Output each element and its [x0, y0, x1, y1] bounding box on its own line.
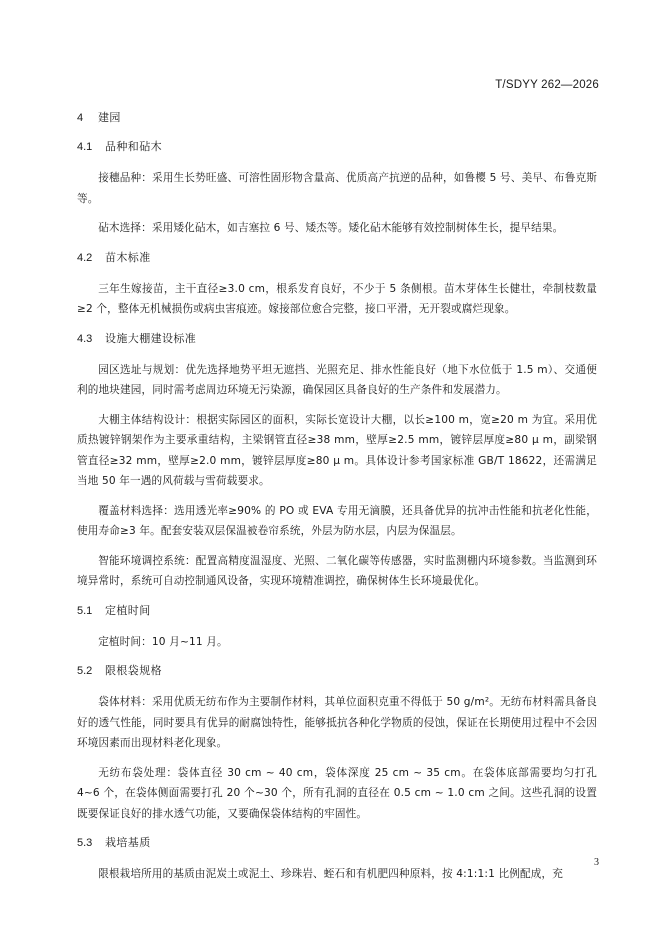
body-paragraph: 定植时间：10 月~11 月。: [98, 635, 228, 648]
section-heading: [77, 250, 597, 266]
document-code: T/SDYY 262—2026: [495, 79, 599, 91]
section-heading: [77, 663, 597, 679]
body-paragraph: 覆盖材料选择：选用透光率≥90% 的 PO 或 EVA 专用无滴膜，还具备优异的抗冲击性能和抗老化性能，使用寿命≥3 年。配套安装双层保温被卷帘系统，外层为防水层，内层为保温层。: [77, 504, 597, 537]
body-paragraph: 三年生嫁接苗，主干直径≥3.0 cm，根系发育良好，不少于 5 条侧根。苗木芽体生长健壮，牵制枝数量≥2 个，整体无机械损伤或病虫害痕迹。嫁接部位愈合完整，接口平滑，无开裂或腐烂现象。: [77, 282, 597, 315]
section-title: 建园: [98, 111, 121, 124]
page-number: 3: [594, 857, 599, 868]
section-number: 5.2: [77, 665, 93, 677]
section-heading: [77, 835, 597, 851]
section-number: 4.3: [77, 332, 93, 345]
body-paragraph: 无纺布袋处理：袋体直径 30 cm ~ 40 cm，袋体深度 25 cm ~ 35 cm。在袋体底部需要均匀打孔 4~6 个，在袋体侧面需要打孔 20 个~30 个，所有孔洞的直径在 0.5 cm ~ 1.0 cm 之间。这些孔洞的设置既要保证良好的排水透气功能，又要确保袋体结构的牢固性。: [77, 766, 597, 820]
section-title: 定植时间: [105, 603, 151, 617]
document-body: [77, 110, 597, 896]
section-title: 品种和砧木: [105, 140, 162, 153]
section-heading: [77, 603, 597, 619]
section-title: 设施大棚建设标准: [105, 331, 197, 345]
body-paragraph: 袋体材料：采用优质无纺布作为主要制作材料，其单位面积克重不得低于 50 g/m²。无纺布材料需具备良好的透气性能，同时要具有优异的耐腐蚀特性，能够抵抗各种化学物质的侵蚀，保证在长期使用过程中不会因环境因素而出现材料老化现象。: [77, 696, 597, 749]
body-paragraph: 接穗品种：采用生长势旺盛、可溶性固形物含量高、优质高产抗逆的品种，如鲁樱 5 号、美早、布鲁克斯等。: [77, 172, 597, 205]
section-number: 4.2: [77, 251, 93, 264]
section-title: 限根袋规格: [105, 664, 162, 677]
body-paragraph: 智能环境调控系统：配置高精度温湿度、光照、二氧化碳等传感器，实时监测棚内环境参数。当监测到环境异常时，系统可自动控制通风设备，实现环境精准调控，确保树体生长环境最优化。: [77, 554, 597, 587]
body-paragraph: 园区选址与规划：优先选择地势平坦无遮挡、光照充足、排水性能良好（地下水位低于 1.5 m）、交通便利的地块建园，同时需考虑周边环境无污染源，确保园区具备良好的生产条件和发展潜力。: [77, 363, 597, 396]
section-number: 5.1: [77, 604, 93, 617]
section-number: 4.1: [77, 141, 93, 153]
section-title: 栽培基质: [105, 836, 151, 849]
body-paragraph: 限根栽培所用的基质由泥炭土或泥土、珍珠岩、蛭石和有机肥四种原料，按 4:1:1:1 比例配成，充: [98, 868, 563, 880]
section-heading: [77, 110, 597, 126]
body-paragraph: 砧木选择：采用矮化砧木，如吉塞拉 6 号、矮杰等。矮化砧木能够有效控制树体生长，提早结果。: [98, 222, 564, 234]
section-heading: [77, 139, 597, 155]
body-paragraph: 大棚主体结构设计：根据实际园区的面积，实际长宽设计大棚，以长≥100 m，宽≥20 m 为宜。采用优质热镀锌钢架作为主要承重结构，主梁钢管直径≥38 mm，壁厚≥2.5 mm，镀锌层厚度≥80 μ m，副梁钢管直径≥32 mm，壁厚≥2.0 mm，镀锌层厚度≥80 μ m。具体设计参考国家标准 GB/T 18622，还需满足当地 50 年一遇的风荷载与雪荷载要求。: [77, 413, 597, 487]
section-title: 苗木标准: [105, 250, 151, 264]
section-heading: [77, 331, 597, 347]
section-number: 5.3: [77, 837, 93, 849]
section-number: 4: [77, 112, 84, 124]
